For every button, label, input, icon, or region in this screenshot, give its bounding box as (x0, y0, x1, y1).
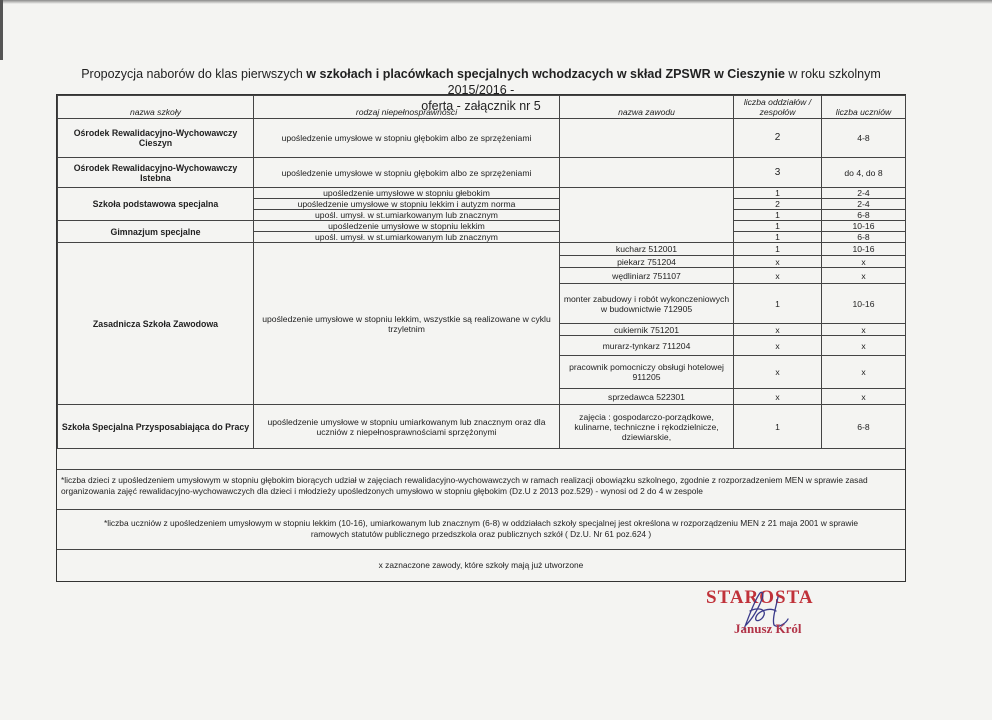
school-name: Szkoła podstawowa specjalna (58, 188, 254, 221)
note-x-legend: x zaznaczone zawody, które szkoły mają już utworzone (57, 549, 905, 581)
groups-cell: x (734, 356, 822, 389)
starosta-stamp (706, 585, 866, 645)
students-cell: 6-8 (822, 405, 906, 449)
document-sheet (56, 94, 906, 582)
profession-cell (560, 188, 734, 243)
groups-cell: 3 (734, 158, 822, 188)
groups-cell: 1 (734, 221, 822, 232)
disability-cell: upośledzenie umysłowe w stopniu umiarkowanym lub znacznym oraz dla uczniów z niepełnosprawnościami sprzężonymi (254, 405, 560, 449)
school-name: Gimnazjum specjalne (58, 221, 254, 243)
disability-cell: upośledzenie umysłowe w stopniu głebokim (254, 188, 560, 199)
disability-cell: upośledzenie umysłowe w stopniu głębokim albo ze sprzężeniami (254, 158, 560, 188)
table-row (58, 405, 906, 449)
disability-cell: upośledzenie umysłowe w stopniu lekkim, wszystkie są realizowane w cyklu trzyletnim (254, 243, 560, 405)
title-line2: oferta - załącznik nr 5 (421, 99, 541, 113)
scan-edge (0, 0, 992, 4)
students-cell: 2-4 (822, 199, 906, 210)
groups-cell: 1 (734, 243, 822, 256)
notes-section (57, 469, 905, 581)
students-cell: x (822, 324, 906, 336)
groups-cell: 1 (734, 188, 822, 199)
groups-cell: 1 (734, 284, 822, 324)
school-name: Szkoła Specjalna Przysposabiająca do Pracy (58, 405, 254, 449)
students-cell: 6-8 (822, 232, 906, 243)
disability-cell: upośledzenie umysłowe w stopniu głębokim albo ze sprzężeniami (254, 119, 560, 158)
disability-cell: upośl. umysł. w st.umiarkowanym lub znacznym (254, 210, 560, 221)
title-part1: Propozycja naborów do klas pierwszych (81, 67, 307, 81)
students-cell: x (822, 356, 906, 389)
header-school: nazwa szkoły (58, 96, 254, 119)
groups-cell: x (734, 389, 822, 405)
students-cell: x (822, 336, 906, 356)
groups-cell: 1 (734, 405, 822, 449)
students-cell: 2-4 (822, 188, 906, 199)
title-bold: w szkołach i placówkach specjalnych wchodzacych w skład ZPSWR w Cieszynie (306, 67, 785, 81)
students-cell: x (822, 268, 906, 284)
students-cell: do 4, do 8 (822, 158, 906, 188)
profession-cell (560, 119, 734, 158)
school-name: Ośrodek Rewalidacyjno-Wychowawczy Cieszyn (58, 119, 254, 158)
students-cell: x (822, 256, 906, 268)
disability-cell: upośl. umysł. w st.umiarkowanym lub znacznym (254, 232, 560, 243)
table-row (58, 119, 906, 158)
table-row (58, 158, 906, 188)
profession-cell: wędliniarz 751107 (560, 268, 734, 284)
students-cell: 10-16 (822, 221, 906, 232)
students-cell: 6-8 (822, 210, 906, 221)
school-name: Zasadnicza Szkoła Zawodowa (58, 243, 254, 405)
students-cell: 10-16 (822, 284, 906, 324)
scan-edge-left (0, 0, 3, 60)
header-groups: liczba oddziałów / zespołów (734, 96, 822, 119)
header-disability: rodzaj niepełnosprawności (254, 96, 560, 119)
disability-cell: upośledzenie umysłowe w stopniu lekkim i autyzm norma (254, 199, 560, 210)
stamp-name: Janusz Król (734, 621, 802, 636)
profession-cell: monter zabudowy i robót wykonczeniowych w budownictwie 712905 (560, 284, 734, 324)
title-part2: w roku szkolnym 2015/2016 - (447, 67, 881, 97)
table-header-row (58, 96, 906, 119)
note-student-counts: *liczba uczniów z upośledzeniem umysłowym w stopniu lekkim (10-16), umiarkowanym lub znacznym (6-8) w oddziałach szkoły specjalnej jest określona w rozporządzeniu MEN z 21 maja 2001 w sprawie ramowych statutów publicznego przedszkola oraz publicznych szkół ( Dz.U. Nr 61 poz.624 ) (57, 509, 905, 549)
table-row (58, 243, 906, 256)
profession-cell: sprzedawca 522301 (560, 389, 734, 405)
groups-cell: x (734, 336, 822, 356)
groups-cell: x (734, 256, 822, 268)
groups-cell: x (734, 324, 822, 336)
groups-cell: x (734, 268, 822, 284)
groups-cell: 2 (734, 199, 822, 210)
disability-cell: upośledzenie umysłowe w stopniu lekkim (254, 221, 560, 232)
table-row (58, 188, 906, 199)
profession-cell: zajęcia : gospodarczo-porządkowe, kulinarne, techniczne i rękodzielnicze, dziewiarskie, (560, 405, 734, 449)
profession-cell: cukiernik 751201 (560, 324, 734, 336)
students-cell: x (822, 389, 906, 405)
stamp-title: STAROSTA (706, 587, 814, 608)
offer-table (57, 95, 906, 449)
school-name: Ośrodek Rewalidacyjno-Wychowawczy Istebna (58, 158, 254, 188)
groups-cell: 1 (734, 210, 822, 221)
groups-cell: 2 (734, 119, 822, 158)
profession-cell: kucharz 512001 (560, 243, 734, 256)
table-row (58, 221, 906, 232)
header-profession: nazwa zawodu (560, 96, 734, 119)
profession-cell: pracownik pomocniczy obsługi hotelowej 911205 (560, 356, 734, 389)
students-cell: 4-8 (822, 119, 906, 158)
profession-cell: piekarz 751204 (560, 256, 734, 268)
groups-cell: 1 (734, 232, 822, 243)
profession-cell (560, 158, 734, 188)
header-students: liczba uczniów (822, 96, 906, 119)
students-cell: 10-16 (822, 243, 906, 256)
profession-cell: murarz-tynkarz 711204 (560, 336, 734, 356)
note-deep-disability: *liczba dzieci z upośledzeniem umysłowym w stopniu głębokim biorących udział w zajęciach rewalidacyjno-wychowawczych w ramach realizacji obowiązku szkolnego, zgodnie z rozporzadzeniem MEN w sprawie zasad organizowania zajęć rewalidacyjno-wychowawczych dla dzieci i młodzieży upośledzonych umysłowo w stopniu głębokim (Dz.U z 2013 poz.529) - wynosi od 2 do 4 w zespole (57, 469, 905, 509)
